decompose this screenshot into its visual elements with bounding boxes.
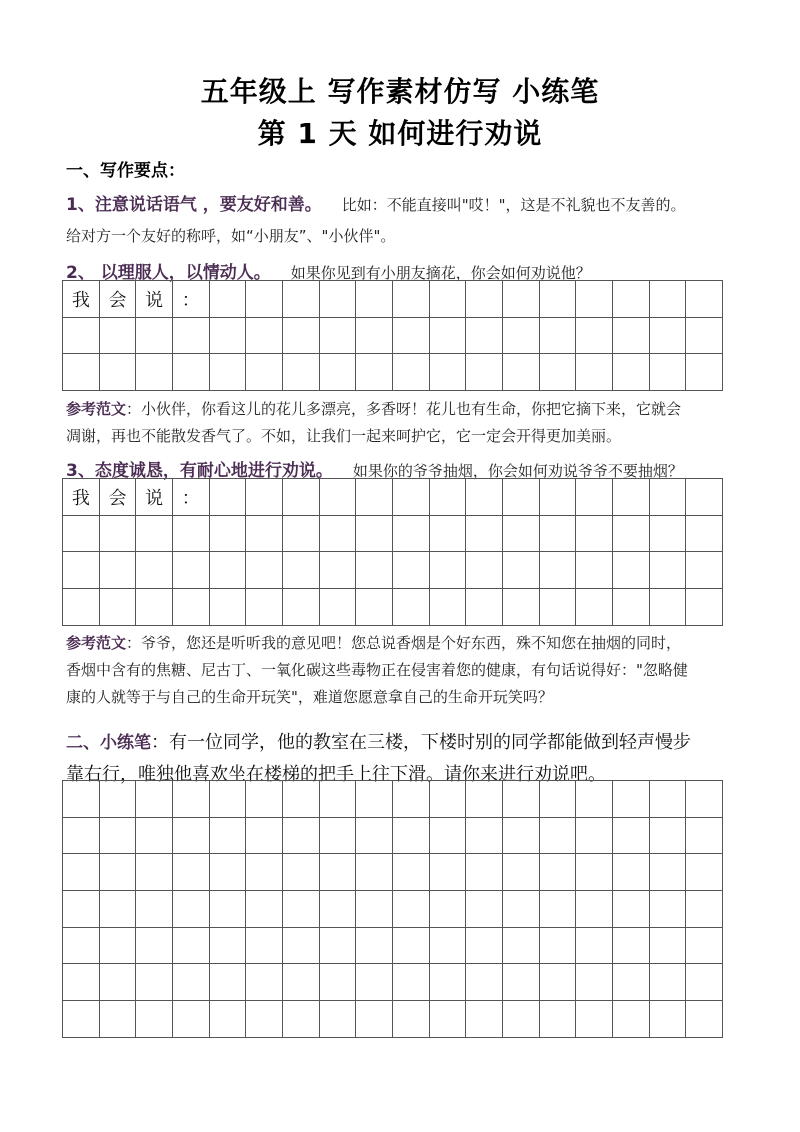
grid-cell[interactable]: [613, 516, 650, 553]
grid-cell[interactable]: 我: [63, 479, 100, 516]
grid-cell[interactable]: [430, 552, 467, 589]
grid-cell[interactable]: [430, 589, 467, 626]
point1-example: 比如：不能直接叫"哎！"，这是不礼貌也不友善的。: [341, 196, 686, 214]
grid-cell[interactable]: [576, 818, 613, 855]
point1-line: [66, 190, 766, 215]
point3-question: 如果你的爷爷抽烟，你会如何劝说爷爷不要抽烟？: [352, 462, 683, 480]
grid-cell[interactable]: [356, 928, 393, 965]
grid-cell[interactable]: [466, 854, 503, 891]
grid-cell[interactable]: [686, 281, 723, 318]
grid-cell[interactable]: [173, 354, 210, 391]
grid-cell[interactable]: [210, 589, 247, 626]
grid-cell[interactable]: [466, 281, 503, 318]
grid-cell[interactable]: [430, 891, 467, 928]
grid-cell[interactable]: [320, 479, 357, 516]
grid-cell[interactable]: [63, 318, 100, 355]
page-subtitle: 第 1 天 如何进行劝说: [257, 117, 543, 150]
point3-ref-line3: 康的人就等于与自己的生命开玩笑"，难道您愿意拿自己的生命开玩笑吗？: [66, 688, 553, 706]
grid-cell[interactable]: [210, 1001, 247, 1038]
grid-cell[interactable]: [246, 318, 283, 355]
grid-cell[interactable]: [356, 781, 393, 818]
grid-cell[interactable]: [430, 854, 467, 891]
grid-cell[interactable]: [210, 781, 247, 818]
grid-cell[interactable]: [540, 781, 577, 818]
grid-cell[interactable]: [393, 552, 430, 589]
grid-cell[interactable]: [466, 318, 503, 355]
grid-cell[interactable]: [393, 1001, 430, 1038]
point2-ref-line2: 凋谢，再也不能散发香气了。不如，让我们一起来呵护它，它一定会开得更加美丽。: [66, 427, 622, 445]
grid-cell[interactable]: [576, 516, 613, 553]
grid-cell[interactable]: [356, 589, 393, 626]
grid-cell[interactable]: [540, 818, 577, 855]
grid-cell[interactable]: [613, 1001, 650, 1038]
grid-cell[interactable]: [540, 1001, 577, 1038]
grid-cell[interactable]: [320, 318, 357, 355]
grid-cell[interactable]: [136, 854, 173, 891]
grid-cell[interactable]: [63, 928, 100, 965]
grid-cell[interactable]: [576, 318, 613, 355]
grid-cell[interactable]: [686, 818, 723, 855]
grid-cell[interactable]: [356, 818, 393, 855]
grid-cell[interactable]: [320, 781, 357, 818]
grid-cell[interactable]: [210, 964, 247, 1001]
grid-cell[interactable]: [246, 1001, 283, 1038]
grid-cell[interactable]: [100, 1001, 137, 1038]
grid-cell[interactable]: [320, 818, 357, 855]
grid-cell[interactable]: [136, 964, 173, 1001]
grid-cell[interactable]: [356, 281, 393, 318]
grid-cell[interactable]: [100, 854, 137, 891]
grid-cell[interactable]: [613, 928, 650, 965]
grid-cell[interactable]: [466, 891, 503, 928]
grid-cell[interactable]: [136, 1001, 173, 1038]
grid-cell[interactable]: 会: [100, 281, 137, 318]
grid-cell[interactable]: [136, 891, 173, 928]
grid-cell[interactable]: [136, 589, 173, 626]
grid-cell[interactable]: [430, 479, 467, 516]
point3-ref-line1: [66, 632, 766, 653]
grid-cell[interactable]: [63, 552, 100, 589]
grid-cell[interactable]: [246, 552, 283, 589]
grid-cell[interactable]: [246, 589, 283, 626]
grid-cell[interactable]: [650, 891, 687, 928]
grid-cell[interactable]: [246, 891, 283, 928]
grid-cell[interactable]: [650, 818, 687, 855]
grid-cell[interactable]: [576, 854, 613, 891]
grid-cell[interactable]: [686, 589, 723, 626]
grid-cell[interactable]: [210, 818, 247, 855]
grid-cell[interactable]: [613, 281, 650, 318]
grid-cell[interactable]: [320, 281, 357, 318]
grid-cell[interactable]: [136, 552, 173, 589]
grid-cell[interactable]: [393, 354, 430, 391]
grid-cell[interactable]: [613, 891, 650, 928]
point2-ref-line1: [66, 398, 766, 419]
grid-cell[interactable]: [466, 589, 503, 626]
grid-cell[interactable]: [320, 854, 357, 891]
grid-cell[interactable]: [393, 516, 430, 553]
grid-cell[interactable]: [503, 479, 540, 516]
grid-cell[interactable]: [576, 781, 613, 818]
grid-cell[interactable]: [430, 1001, 467, 1038]
grid-cell[interactable]: [613, 964, 650, 1001]
grid-cell[interactable]: [283, 854, 320, 891]
grid-cell[interactable]: [283, 891, 320, 928]
grid-cell[interactable]: [210, 281, 247, 318]
grid-cell[interactable]: [356, 516, 393, 553]
grid-cell[interactable]: [503, 854, 540, 891]
grid-cell[interactable]: [540, 854, 577, 891]
grid-cell[interactable]: [540, 318, 577, 355]
grid-cell[interactable]: [430, 516, 467, 553]
grid-cell[interactable]: [210, 552, 247, 589]
grid-cell[interactable]: [393, 891, 430, 928]
grid-cell[interactable]: [63, 516, 100, 553]
grid-cell[interactable]: [393, 781, 430, 818]
writing-grid-1[interactable]: [62, 280, 723, 391]
grid-cell[interactable]: [393, 964, 430, 1001]
grid-cell[interactable]: [686, 318, 723, 355]
grid-cell[interactable]: [503, 318, 540, 355]
grid-cell[interactable]: [100, 891, 137, 928]
section1-heading: 一、写作要点：: [66, 161, 185, 181]
grid-cell[interactable]: [503, 781, 540, 818]
grid-cell[interactable]: [430, 964, 467, 1001]
grid-cell[interactable]: [576, 1001, 613, 1038]
grid-cell[interactable]: [576, 891, 613, 928]
point3-ref-line2: 香烟中含有的焦糖、尼古丁、一氧化碳这些毒物正在侵害着您的健康，有句话说得好："忽略健: [66, 661, 688, 679]
grid-cell[interactable]: [686, 516, 723, 553]
grid-cell[interactable]: [210, 479, 247, 516]
grid-cell[interactable]: [650, 516, 687, 553]
grid-cell[interactable]: [320, 928, 357, 965]
grid-cell[interactable]: [136, 781, 173, 818]
grid-cell[interactable]: [613, 781, 650, 818]
grid-cell[interactable]: [540, 552, 577, 589]
grid-cell[interactable]: [100, 318, 137, 355]
grid-cell[interactable]: [356, 354, 393, 391]
grid-cell[interactable]: [503, 818, 540, 855]
grid-cell[interactable]: [173, 964, 210, 1001]
grid-cell[interactable]: [576, 281, 613, 318]
point3-ref-label: 参考范文: [66, 634, 127, 652]
grid-cell[interactable]: [246, 818, 283, 855]
writing-grid-2[interactable]: [62, 478, 723, 626]
point2-ref-text1: ：小伙伴，你看这儿的花儿多漂亮，多香呀！花儿也有生命，你把它摘下来，它就会: [126, 400, 682, 418]
grid-cell[interactable]: [540, 281, 577, 318]
grid-cell[interactable]: [686, 891, 723, 928]
grid-cell[interactable]: [283, 781, 320, 818]
grid-cell[interactable]: 说: [136, 479, 173, 516]
grid-cell[interactable]: [686, 781, 723, 818]
grid-cell[interactable]: [320, 1001, 357, 1038]
grid-cell[interactable]: [393, 818, 430, 855]
grid-cell[interactable]: [136, 818, 173, 855]
grid-cell[interactable]: [63, 964, 100, 1001]
grid-cell[interactable]: [100, 354, 137, 391]
grid-cell[interactable]: [283, 818, 320, 855]
grid-cell[interactable]: [393, 318, 430, 355]
grid-cell[interactable]: [320, 354, 357, 391]
grid-cell[interactable]: [283, 1001, 320, 1038]
grid-cell[interactable]: [63, 781, 100, 818]
grid-cell[interactable]: [100, 589, 137, 626]
grid-cell[interactable]: [686, 854, 723, 891]
grid-cell[interactable]: [356, 479, 393, 516]
grid-cell[interactable]: [576, 552, 613, 589]
grid-cell[interactable]: [650, 781, 687, 818]
grid-cell[interactable]: [283, 928, 320, 965]
grid-cell[interactable]: [686, 928, 723, 965]
grid-cell[interactable]: [100, 818, 137, 855]
grid-cell[interactable]: [650, 589, 687, 626]
grid-cell[interactable]: [466, 479, 503, 516]
grid-cell[interactable]: [686, 552, 723, 589]
grid-cell[interactable]: [613, 479, 650, 516]
grid-cell[interactable]: [63, 1001, 100, 1038]
grid-cell[interactable]: [210, 928, 247, 965]
grid-cell[interactable]: [686, 1001, 723, 1038]
grid-cell[interactable]: [100, 964, 137, 1001]
point2-question: 如果你见到有小朋友摘花，你会如何劝说他？: [290, 264, 591, 282]
grid-cell[interactable]: [246, 781, 283, 818]
grid-cell[interactable]: [393, 589, 430, 626]
section2-text2: 靠右行，唯独他喜欢坐在楼梯的把手上往下滑。请你来进行劝说吧。: [66, 764, 606, 785]
grid-cell[interactable]: [430, 281, 467, 318]
grid-cell[interactable]: [320, 516, 357, 553]
grid-cell[interactable]: [613, 354, 650, 391]
grid-cell[interactable]: [63, 354, 100, 391]
grid-cell[interactable]: [393, 479, 430, 516]
grid-cell[interactable]: [613, 854, 650, 891]
grid-cell[interactable]: [283, 354, 320, 391]
grid-cell[interactable]: [650, 964, 687, 1001]
grid-cell[interactable]: [686, 354, 723, 391]
writing-grid-3[interactable]: [62, 780, 723, 1038]
grid-cell[interactable]: [430, 781, 467, 818]
grid-cell[interactable]: [100, 552, 137, 589]
grid-cell[interactable]: [246, 964, 283, 1001]
grid-cell[interactable]: [540, 891, 577, 928]
grid-cell[interactable]: [173, 589, 210, 626]
grid-cell[interactable]: [173, 552, 210, 589]
grid-cell[interactable]: [393, 281, 430, 318]
grid-cell[interactable]: [503, 552, 540, 589]
point1-example-line2: 给对方一个友好的称呼，如“小朋友”、"小伙伴"。: [66, 227, 396, 245]
grid-cell[interactable]: [466, 964, 503, 1001]
grid-cell[interactable]: [393, 928, 430, 965]
grid-cell[interactable]: [430, 818, 467, 855]
grid-cell[interactable]: [356, 891, 393, 928]
grid-cell[interactable]: 我: [63, 281, 100, 318]
grid-cell[interactable]: [283, 964, 320, 1001]
grid-cell[interactable]: [503, 354, 540, 391]
grid-cell[interactable]: [466, 516, 503, 553]
grid-cell[interactable]: [136, 928, 173, 965]
grid-cell[interactable]: [210, 854, 247, 891]
point3-heading: 3、态度诚恳，有耐心地进行劝说。: [66, 461, 333, 481]
grid-cell[interactable]: [466, 928, 503, 965]
grid-cell[interactable]: [246, 516, 283, 553]
grid-cell[interactable]: 说: [136, 281, 173, 318]
grid-cell[interactable]: [686, 479, 723, 516]
grid-cell[interactable]: [393, 854, 430, 891]
grid-cell[interactable]: [503, 516, 540, 553]
grid-cell[interactable]: [503, 281, 540, 318]
grid-cell[interactable]: [173, 818, 210, 855]
grid-cell[interactable]: [356, 318, 393, 355]
grid-cell[interactable]: [356, 964, 393, 1001]
grid-cell[interactable]: [283, 516, 320, 553]
grid-cell[interactable]: [63, 818, 100, 855]
grid-cell[interactable]: [466, 781, 503, 818]
point1-heading: 1、注意说话语气 ，要友好和善。: [66, 195, 322, 215]
grid-cell[interactable]: [650, 479, 687, 516]
grid-cell[interactable]: [63, 854, 100, 891]
grid-cell[interactable]: [576, 964, 613, 1001]
grid-cell[interactable]: [503, 964, 540, 1001]
grid-cell[interactable]: [613, 589, 650, 626]
grid-cell[interactable]: [283, 281, 320, 318]
grid-cell[interactable]: [613, 818, 650, 855]
grid-cell[interactable]: [650, 552, 687, 589]
grid-cell[interactable]: [503, 589, 540, 626]
section2-line1: [66, 728, 766, 754]
point2-heading: 2、 以理服人，以情动人。: [66, 263, 271, 283]
grid-cell[interactable]: [650, 928, 687, 965]
grid-cell[interactable]: [650, 318, 687, 355]
grid-cell[interactable]: [100, 516, 137, 553]
grid-cell[interactable]: [63, 891, 100, 928]
grid-cell[interactable]: [576, 589, 613, 626]
grid-cell[interactable]: [63, 589, 100, 626]
grid-cell[interactable]: [576, 928, 613, 965]
grid-cell[interactable]: [356, 1001, 393, 1038]
grid-cell[interactable]: [430, 928, 467, 965]
grid-cell[interactable]: [210, 891, 247, 928]
grid-cell[interactable]: [136, 354, 173, 391]
grid-cell[interactable]: [356, 854, 393, 891]
grid-cell[interactable]: [466, 552, 503, 589]
grid-cell[interactable]: [320, 964, 357, 1001]
grid-cell[interactable]: [466, 818, 503, 855]
grid-cell[interactable]: [540, 354, 577, 391]
grid-cell[interactable]: [613, 318, 650, 355]
grid-cell[interactable]: [173, 891, 210, 928]
page-title: 五年级上 写作素材仿写 小练笔: [200, 75, 600, 108]
section2-heading: 二、小练笔: [66, 733, 151, 753]
grid-cell[interactable]: [246, 854, 283, 891]
grid-cell[interactable]: [356, 552, 393, 589]
grid-cell[interactable]: [540, 964, 577, 1001]
grid-cell[interactable]: [173, 318, 210, 355]
grid-cell[interactable]: [136, 516, 173, 553]
grid-cell[interactable]: [246, 479, 283, 516]
grid-cell[interactable]: [283, 552, 320, 589]
grid-cell[interactable]: 会: [100, 479, 137, 516]
grid-cell[interactable]: [320, 589, 357, 626]
grid-cell[interactable]: [100, 928, 137, 965]
grid-cell[interactable]: [650, 281, 687, 318]
grid-cell[interactable]: [246, 928, 283, 965]
grid-cell[interactable]: [466, 354, 503, 391]
grid-cell[interactable]: [100, 781, 137, 818]
grid-cell[interactable]: [320, 552, 357, 589]
grid-cell[interactable]: [430, 354, 467, 391]
grid-cell[interactable]: [576, 479, 613, 516]
grid-cell[interactable]: [173, 1001, 210, 1038]
grid-cell[interactable]: [466, 1001, 503, 1038]
grid-cell[interactable]: [210, 354, 247, 391]
grid-cell[interactable]: [503, 1001, 540, 1038]
grid-cell[interactable]: [686, 964, 723, 1001]
grid-cell[interactable]: [540, 516, 577, 553]
point3-ref-text1: ：爷爷，您还是听听我的意见吧！您总说香烟是个好东西，殊不知您在抽烟的同时，: [126, 634, 682, 652]
grid-cell[interactable]: [576, 354, 613, 391]
grid-cell[interactable]: [246, 354, 283, 391]
grid-cell[interactable]: [503, 891, 540, 928]
grid-cell[interactable]: [173, 854, 210, 891]
grid-cell[interactable]: [173, 516, 210, 553]
grid-cell[interactable]: [540, 589, 577, 626]
grid-cell[interactable]: ：: [173, 479, 210, 516]
grid-cell[interactable]: [210, 516, 247, 553]
grid-cell[interactable]: [283, 589, 320, 626]
grid-cell[interactable]: [173, 928, 210, 965]
grid-cell[interactable]: [283, 479, 320, 516]
grid-cell[interactable]: [430, 318, 467, 355]
grid-cell[interactable]: [320, 891, 357, 928]
grid-cell[interactable]: [136, 318, 173, 355]
grid-cell[interactable]: [210, 318, 247, 355]
grid-cell[interactable]: [540, 479, 577, 516]
grid-cell[interactable]: [246, 281, 283, 318]
section2-text1: ：有一位同学，他的教室在三楼，下楼时别的同学都能做到轻声慢步: [151, 732, 691, 753]
grid-cell[interactable]: ：: [173, 281, 210, 318]
grid-cell[interactable]: [650, 1001, 687, 1038]
grid-cell[interactable]: [650, 854, 687, 891]
grid-cell[interactable]: [503, 928, 540, 965]
grid-cell[interactable]: [283, 318, 320, 355]
grid-cell[interactable]: [650, 354, 687, 391]
grid-cell[interactable]: [173, 781, 210, 818]
grid-cell[interactable]: [613, 552, 650, 589]
point2-ref-label: 参考范文: [66, 400, 127, 418]
grid-cell[interactable]: [540, 928, 577, 965]
